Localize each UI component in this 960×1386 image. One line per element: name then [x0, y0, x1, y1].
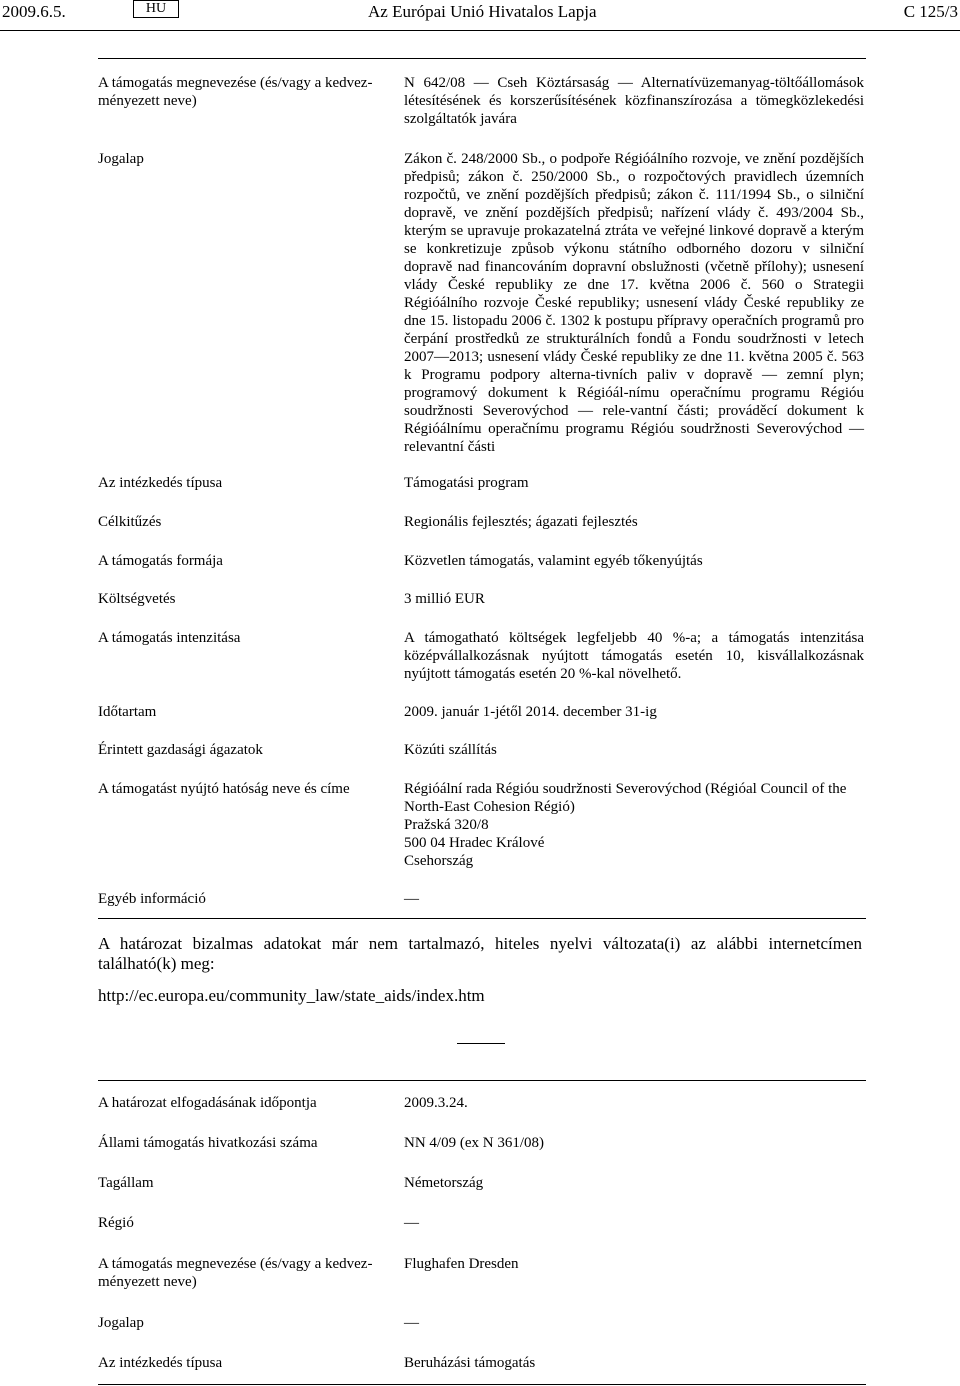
row-value: 3 millió EUR	[404, 591, 485, 607]
row-label: A támogatás megnevezése (és/vagy a kedvez- ményezett neve)	[98, 75, 373, 109]
table-bottom-rule	[98, 1384, 866, 1385]
table-top-rule	[98, 58, 866, 59]
row-value: A támogatható költségek legfeljebb 40 %-a; a támogatás intenzitása középvállalkozásnak nyújtott támogatás esetén 10, kisvállalkozásnak nyújtott támogatás esetén 20 %-kal növelhető.	[404, 630, 864, 682]
notice-url[interactable]: http://ec.europa.eu/community_law/state_aids/index.htm	[98, 986, 485, 1005]
row-value: Közúti szállítás	[404, 742, 497, 758]
row-label: Az intézkedés típusa	[98, 475, 223, 491]
table-top-rule	[98, 1080, 866, 1081]
row-value: Beruházási támogatás	[404, 1355, 536, 1371]
row-value: Régióální rada Régióu soudržnosti Severovýchod (Régióal Council of the North-East Cohesion Régió) Pražská 320/8 500 04 Hradec Králové Csehország	[404, 781, 847, 869]
row-label: Az intézkedés típusa	[98, 1355, 223, 1371]
page-number: C 125/3	[903, 2, 958, 21]
row-label: A támogatás megnevezése (és/vagy a kedvez- ményezett neve)	[98, 1256, 373, 1290]
row-label: Állami támogatás hivatkozási száma	[98, 1135, 318, 1151]
table-bottom-rule	[98, 918, 866, 919]
row-label: A határozat elfogadásának időpontja	[98, 1095, 317, 1111]
row-label: Költségvetés	[98, 591, 176, 607]
row-label: Időtartam	[98, 704, 157, 720]
row-value: —	[404, 1215, 419, 1231]
publication-date: 2009.6.5.	[2, 2, 66, 21]
row-value: 2009.3.24.	[404, 1095, 468, 1111]
row-label: Jogalap	[98, 151, 144, 167]
language-badge: HU	[133, 0, 179, 18]
row-value: Támogatási program	[404, 475, 529, 491]
row-value: NN 4/09 (ex N 361/08)	[404, 1135, 544, 1151]
row-label: A támogatás intenzitása	[98, 630, 241, 646]
section-separator	[457, 1043, 505, 1044]
row-label: Régió	[98, 1215, 134, 1231]
row-value: 2009. január 1-jétől 2014. december 31-ig	[404, 704, 657, 720]
row-label: A támogatást nyújtó hatóság neve és címe	[98, 781, 350, 797]
row-label: Jogalap	[98, 1315, 144, 1331]
row-value: Zákon č. 248/2000 Sb., o podpoře Régióálního rozvoje, ve znění pozdějších předpisů; zákon č. 250/2000 Sb., o rozpočtových pravidlech územních rozpočtů, ve znění pozdějších předpisů; zákon č. 111/1994 Sb., o silniční dopravě, ve znění pozdějších předpisů; nařízení vlády č. 493/2004 Sb., kterým se upravuje prokazatelná ztráta ve veřejné linkové dopravě a kterým se konkretizuje způsob výkonu státního odborného dozoru v silniční dopravě nad financováním dopravní obslužnosti (včetně přílohy); usnesení vlády České republiky ze dne 17. května 2006 č. 560 o Strategii Régióálního rozvoje České republiky; usnesení vlády České republiky ze dne 15. listopadu 2006 č. 1302 k postupu přípravy operačních programů pro čerpání prostředků ze strukturálních fondů a Fondu soudržnosti v letech 2007—2013; usnesení vlády České republiky ze dne 11. května 2005 č. 563 k Programu podpory alterna-tivních paliv v dopravě — zemní plyn; programový dokument k Régióál-nímu operačnímu programu Régióu soudržnosti Severovýchod — rele-vantní části; prováděcí dokument k Régióálnímu operačnímu programu Régióu soudržnosti Severovýchod — relevantní části	[404, 151, 864, 455]
row-value: Regionális fejlesztés; ágazati fejlesztés	[404, 514, 638, 530]
row-label: Tagállam	[98, 1175, 154, 1191]
page-header	[0, 0, 960, 28]
row-label: Egyéb információ	[98, 891, 206, 907]
journal-title: Az Európai Unió Hivatalos Lapja	[368, 2, 597, 21]
row-value: N 642/08 — Cseh Köztársaság — Alternatívüzemanyag-töltőállomások létesítésének és korszerűsítésének közfinanszírozása a tömegközlekedési szolgáltatók javára	[404, 75, 864, 127]
row-label: Érintett gazdasági ágazatok	[98, 742, 263, 758]
row-value: —	[404, 891, 419, 907]
notice-text: A határozat bizalmas adatokat már nem tartalmazó, hiteles nyelvi változata(i) az alábbi internetcímen található(k) meg:	[98, 934, 862, 973]
row-label: A támogatás formája	[98, 553, 223, 569]
row-label: Célkitűzés	[98, 514, 162, 530]
row-value: Közvetlen támogatás, valamint egyéb tőkenyújtás	[404, 553, 703, 569]
row-value: Flughafen Dresden	[404, 1256, 519, 1272]
row-value: Németország	[404, 1175, 484, 1191]
row-value: —	[404, 1315, 419, 1331]
header-rule	[0, 30, 960, 31]
